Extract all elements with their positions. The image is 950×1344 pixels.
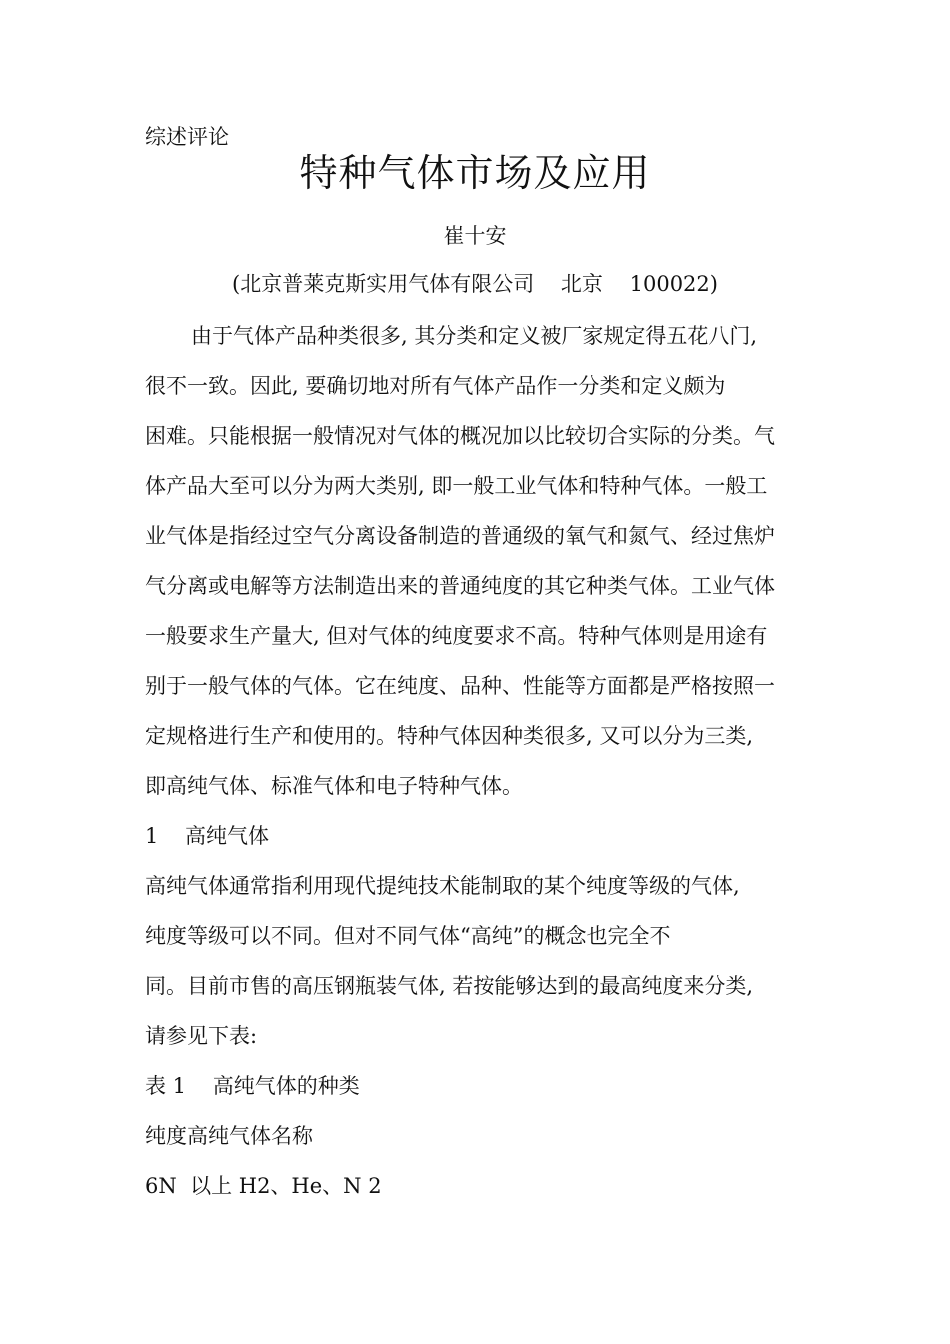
table-caption: 表 1 高纯气体的种类 xyxy=(145,1074,360,1098)
author-affiliation: (北京普莱克斯实用气体有限公司 北京 100022) xyxy=(232,272,718,296)
body-line: 由于气体产品种类很多, 其分类和定义被厂家规定得五花八门, xyxy=(191,324,758,348)
section-heading: 1 高纯气体 xyxy=(145,824,270,848)
body-line: 很不一致。因此, 要确切地对所有气体产品作一分类和定义颇为 xyxy=(145,374,726,398)
article-body xyxy=(145,322,825,1222)
body-line: 定规格进行生产和使用的。特种气体因种类很多, 又可以分为三类, xyxy=(145,724,754,748)
table-row: 6N 以上 H2、He、N 2 xyxy=(145,1174,382,1198)
category-label: 综述评论 xyxy=(145,125,229,149)
body-line: 别于一般气体的气体。它在纯度、品种、性能等方面都是严格按照一 xyxy=(145,674,775,698)
table-header: 纯度高纯气体名称 xyxy=(145,1124,313,1148)
body-line: 困难。只能根据一般情况对气体的概况加以比较切合实际的分类。气 xyxy=(145,424,775,448)
body-line: 纯度等级可以不同。但对不同气体“高纯”的概念也完全不 xyxy=(145,924,671,948)
body-line: 气分离或电解等方法制造出来的普通纯度的其它种类气体。工业气体 xyxy=(145,574,775,598)
body-line: 同。目前市售的高压钢瓶装气体, 若按能够达到的最高纯度来分类, xyxy=(145,974,754,998)
author-name: 崔十安 xyxy=(443,224,507,248)
body-line: 业气体是指经过空气分离设备制造的普通级的氧气和氮气、经过焦炉 xyxy=(145,524,775,548)
body-line: 高纯气体通常指利用现代提纯技术能制取的某个纯度等级的气体, xyxy=(145,874,740,898)
article-title: 特种气体市场及应用 xyxy=(299,151,651,195)
body-line: 一般要求生产量大, 但对气体的纯度要求不高。特种气体则是用途有 xyxy=(145,624,768,648)
body-line: 请参见下表: xyxy=(145,1024,258,1048)
body-line: 即高纯气体、标准气体和电子特种气体。 xyxy=(145,774,523,798)
body-line: 体产品大至可以分为两大类别, 即一般工业气体和特种气体。一般工 xyxy=(145,474,768,498)
